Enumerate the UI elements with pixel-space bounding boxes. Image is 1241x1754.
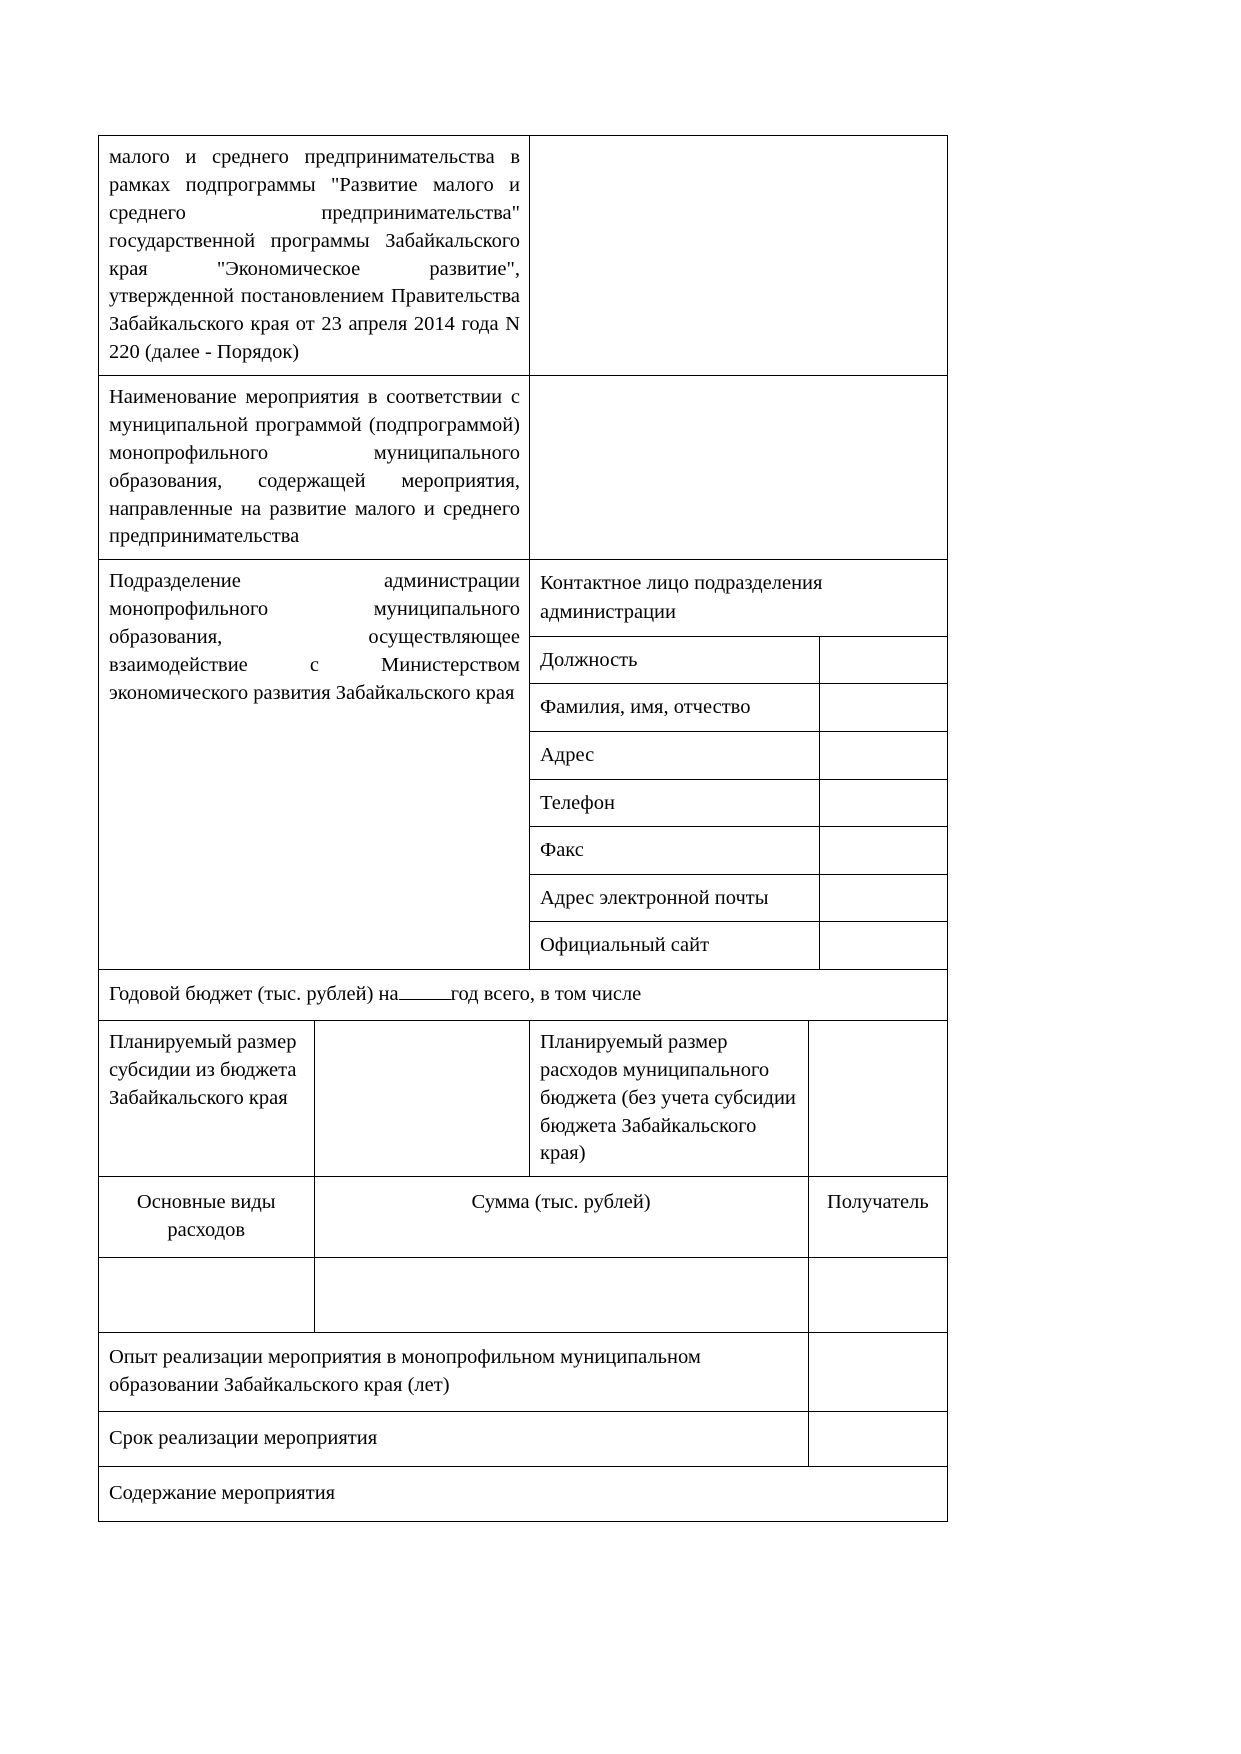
contact-value-fax-text <box>820 827 947 874</box>
table-row-experience <box>99 1333 948 1412</box>
contact-field-row-fax <box>530 827 947 875</box>
cell-planned-subsidy-label <box>99 1020 315 1176</box>
annual-budget-text-after: год всего, в том числе <box>450 983 642 1006</box>
contact-value-phone[interactable] <box>819 779 947 827</box>
contact-value-address[interactable] <box>819 731 947 779</box>
contact-label-website-text: Официальный сайт <box>540 934 710 957</box>
table-row-planned-amounts <box>99 1020 948 1176</box>
cell-annual-budget <box>99 970 948 1021</box>
expense-kind-header-text: Основные виды расходов <box>136 1191 276 1242</box>
contact-label-phone <box>530 779 819 827</box>
planned-subsidy-text: Планируемый размер субсидии из бюджета Забайкальского края <box>109 1030 297 1109</box>
cell-expense-sum-header <box>314 1177 808 1258</box>
contact-label-address-text: Адрес <box>540 743 595 766</box>
contact-label-fax-text: Факс <box>540 839 584 862</box>
cell-program-reference <box>99 136 530 376</box>
term-value-text <box>809 1412 947 1456</box>
cell-event-name-label <box>99 376 530 560</box>
contact-label-position <box>530 636 819 684</box>
contact-value-fullname[interactable] <box>819 684 947 732</box>
contact-value-position-text <box>820 637 947 684</box>
cell-content-label <box>99 1466 948 1521</box>
annual-budget-text-before: Годовой бюджет (тыс. рублей) на <box>109 983 399 1006</box>
contact-field-row-fullname <box>530 684 947 732</box>
table-row-content <box>99 1466 948 1521</box>
cell-event-name-value[interactable] <box>530 376 948 560</box>
cell-program-reference-value[interactable] <box>530 136 948 376</box>
cell-expense-kind-value[interactable] <box>99 1258 315 1333</box>
contact-label-email-text: Адрес электронной почты <box>540 886 769 909</box>
contact-field-row-website <box>530 922 947 969</box>
content-text: Содержание мероприятия <box>109 1481 336 1504</box>
contact-field-row-address <box>530 731 947 779</box>
contact-value-email[interactable] <box>819 874 947 922</box>
contact-field-row-position <box>530 636 947 684</box>
cell-term-label <box>99 1411 809 1466</box>
annual-budget-line <box>99 970 947 1020</box>
contact-field-row-phone <box>530 779 947 827</box>
contact-value-website-text <box>820 922 947 969</box>
event-name-text: Наименование мероприятия в соответствии с муниципальной программой (подпрограммой) монопрофильного муниципального образования, содержащей мероприятия, направленные на развитие малого и среднего предпринимательства <box>109 386 520 548</box>
contact-label-address <box>530 731 819 779</box>
subdivision-text: Подразделение администрации монопрофильного муниципального образования, осуществляющее взаимодействие с Министерством экономического развития Забайкальского края <box>109 570 520 704</box>
expense-recipient-value-text <box>809 1258 947 1332</box>
table-row-annual-budget <box>99 970 948 1021</box>
contact-title-text: Контактное лицо подразделения администрации <box>540 572 823 623</box>
cell-expense-kind-header <box>99 1177 315 1258</box>
planned-subsidy-value-text <box>315 1021 530 1065</box>
cell-contact-person-block <box>530 560 948 970</box>
application-form-table <box>98 135 948 1522</box>
cell-expense-recipient-header <box>808 1177 947 1258</box>
cell-expense-recipient-value[interactable] <box>808 1258 947 1333</box>
table-row-term <box>99 1411 948 1466</box>
contact-value-fullname-text <box>820 684 947 731</box>
document-page <box>98 135 945 1522</box>
contact-label-position-text: Должность <box>540 648 638 671</box>
planned-municipal-text: Планируемый размер расходов муниципального бюджета (без учета субсидии бюджета Забайкальского края) <box>540 1030 796 1165</box>
cell-term-value[interactable] <box>808 1411 947 1466</box>
cell-planned-municipal-label <box>530 1020 809 1176</box>
cell-contact-title <box>530 560 947 636</box>
annual-budget-year-blank[interactable] <box>399 999 451 1000</box>
expense-sum-header-text: Сумма (тыс. рублей) <box>471 1191 651 1214</box>
contact-value-fax[interactable] <box>819 827 947 875</box>
planned-municipal-value-text <box>809 1021 947 1065</box>
contact-value-website[interactable] <box>819 922 947 969</box>
table-row-event-name <box>99 376 948 560</box>
term-text: Срок реализации мероприятия <box>109 1426 378 1449</box>
contact-value-phone-text <box>820 780 947 827</box>
expense-sum-value-text <box>315 1258 808 1332</box>
contact-value-address-text <box>820 732 947 779</box>
cell-subdivision-label <box>99 560 530 970</box>
cell-experience-value[interactable] <box>808 1333 947 1412</box>
experience-text: Опыт реализации мероприятия в монопрофильном муниципальном образовании Забайкальского края (лет) <box>109 1346 701 1396</box>
contact-value-position[interactable] <box>819 636 947 684</box>
table-row-program-reference <box>99 136 948 376</box>
expense-recipient-header-text: Получатель <box>826 1191 929 1214</box>
contact-label-fullname-text: Фамилия, имя, отчество <box>540 696 751 719</box>
expense-kind-value-text <box>99 1258 314 1332</box>
cell-planned-subsidy-value[interactable] <box>314 1020 530 1176</box>
contact-label-email <box>530 874 819 922</box>
contact-field-row-email <box>530 874 947 922</box>
experience-value-text <box>809 1333 947 1377</box>
cell-planned-municipal-value[interactable] <box>808 1020 947 1176</box>
contact-value-email-text <box>820 875 947 922</box>
contact-label-fax <box>530 827 819 875</box>
table-row-expense-data <box>99 1258 948 1333</box>
contact-label-phone-text: Телефон <box>540 791 615 814</box>
cell-experience-label <box>99 1333 809 1412</box>
contact-label-website <box>530 922 819 969</box>
table-row-subdivision <box>99 560 948 970</box>
program-reference-text: малого и среднего предпринимательства в рамках подпрограммы "Развитие малого и среднего предпринимательства" государственной программы Забайкальского края "Экономическое развитие", утвержденной постановлением Правительства Забайкальского края от 23 апреля 2014 года N 220 (далее - Порядок) <box>109 146 520 364</box>
contact-label-fullname <box>530 684 819 732</box>
contact-person-table <box>530 560 947 969</box>
table-row-expense-header <box>99 1177 948 1258</box>
contact-title-row <box>530 560 947 636</box>
cell-expense-sum-value[interactable] <box>314 1258 808 1333</box>
